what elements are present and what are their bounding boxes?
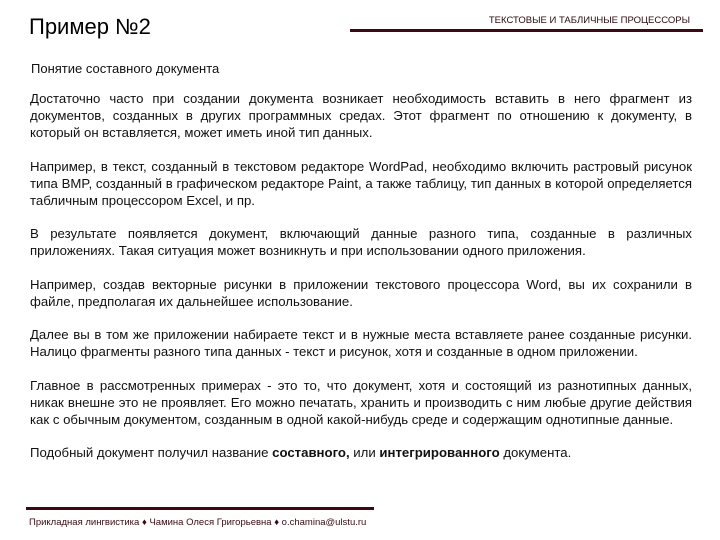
text: документа. [499, 445, 572, 460]
term-composite: составного, [272, 445, 350, 460]
paragraph: Далее вы в том же приложении набираете текст и в нужные места вставляете ранее созданные рисунки. Налицо фрагменты разного типа данных - текст и рисунок, хотя и созданные в одном приложении. [30, 327, 692, 359]
page-title: Пример №2 [29, 14, 151, 39]
section-topic: ТЕКСТОВЫЕ И ТАБЛИЧНЫЕ ПРОЦЕССОРЫ [488, 15, 690, 26]
text: Подобный документ получил название [30, 445, 273, 460]
paragraph: Главное в рассмотренных примерах - это то, что документ, хотя и состоящий из разнотипных данных, никак внешне это не проявляет. Его можно печатать, хранить и производить с ним любые другие действия как с обычным документом, созданным в одной какой-нибудь среде и содержащим однотипные данные. [30, 377, 692, 427]
term-integrated: интегрированного [379, 445, 500, 460]
text: или [349, 445, 380, 460]
footer-divider [26, 507, 374, 510]
paragraph: В результате появляется документ, включающий данные разного типа, созданные в различных приложениях. Такая ситуация может возникнуть и при использовании одного приложения. [30, 226, 692, 258]
paragraph-final [30, 444, 692, 461]
header-divider [350, 29, 703, 32]
body-text [30, 90, 692, 478]
paragraph: Достаточно часто при создании документа возникает необходимость вставить в него фрагмент из документов, созданных в других программных средах. Этот фрагмент по отношению к документу, в который он вставляется, может иметь иной тип данных. [30, 91, 692, 140]
subtitle: Понятие составного документа [31, 61, 220, 76]
paragraph: Например, создав векторные рисунки в приложении текстового процессора Word, вы их сохранили в файле, предполагая их дальнейшее использование. [30, 276, 692, 309]
footer: Прикладная лингвистика ♦ Чамина Олеся Григорьевна ♦ o.chamina@ulstu.ru [29, 517, 367, 528]
paragraph: Например, в текст, созданный в текстовом редакторе WordPad, необходимо включить растровый рисунок типа BMP, созданный в графическом редакторе Paint, а также таблицу, тип данных в которой определяется табличным процессором Excel, и пр. [30, 158, 692, 208]
